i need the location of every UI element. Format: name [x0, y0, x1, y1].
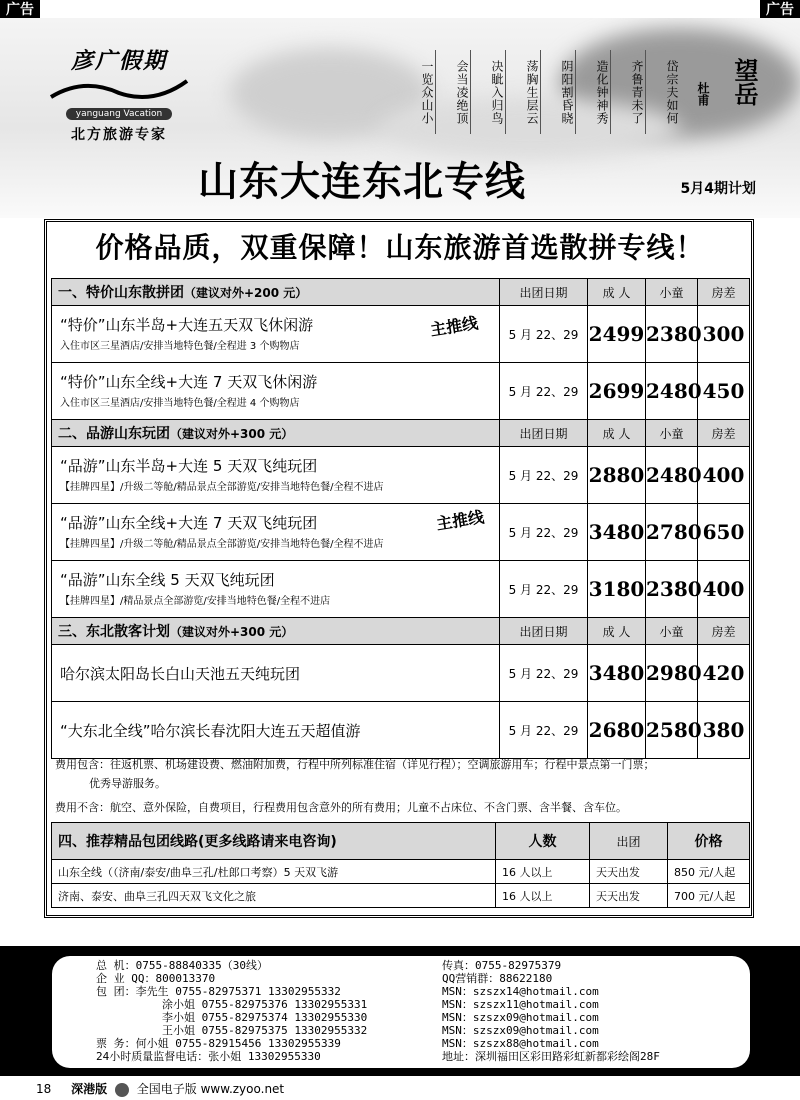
contact-line: MSN：szszx09@hotmail.com — [442, 1011, 599, 1024]
price-single: 400 — [698, 561, 750, 618]
product-title: “品游”山东全线+大连 7 天双飞纯玩团 — [60, 514, 318, 532]
poem-line: 一览众山小 — [420, 59, 434, 125]
product-row — [52, 306, 750, 363]
price-single: 380 — [698, 702, 750, 759]
section-header — [52, 279, 750, 306]
section-title: 一、特价山东散拼团（建议对外+200 元） — [52, 279, 500, 306]
recommend-table — [51, 822, 750, 908]
product-row — [52, 363, 750, 420]
poem-line: 荡胸生层云 — [505, 50, 540, 134]
ad-corner-label-right: 广告 — [760, 0, 800, 20]
logo-brand: 彦广假期 — [70, 48, 167, 74]
recommend-depart: 天天出发 — [590, 860, 668, 884]
price-single: 650 — [698, 504, 750, 561]
price-child: 2580 — [646, 702, 698, 759]
recommend-people: 16 人以上 — [496, 884, 590, 908]
product-note: 【挂牌四星】/升级二等舱/精品景点全部游览/安排当地特色餐/全程不进店 — [60, 539, 384, 550]
product-note: 入住市区三星酒店/安排当地特色餐/全程进 4 个购物店 — [60, 398, 300, 409]
site-label: 全国电子版 www.zyoo.net — [136, 1082, 285, 1096]
recommend-depart: 天天出发 — [590, 884, 668, 908]
product-note: 入住市区三星酒店/安排当地特色餐/全程进 3 个购物店 — [60, 341, 300, 352]
price-child: 2980 — [646, 645, 698, 702]
col-header-adult: 成 人 — [588, 279, 646, 306]
recommend-header — [52, 823, 750, 860]
price-single: 420 — [698, 645, 750, 702]
col-header-date: 出团日期 — [500, 420, 588, 447]
contact-line: 总 机：0755-88840335（30线） — [96, 959, 268, 972]
poem-line: 造化钟神秀 — [575, 50, 610, 134]
col-header-adult: 成 人 — [588, 420, 646, 447]
product-date: 5 月 22、29 — [500, 504, 588, 561]
price-child: 2380 — [646, 306, 698, 363]
page-number: 18 — [36, 1082, 52, 1096]
contact-line: 涂小姐 0755-82975376 13302955331 — [162, 998, 368, 1011]
col-header-date: 出团日期 — [500, 279, 588, 306]
price-adult: 3480 — [588, 645, 646, 702]
recommend-route: 济南、泰安、曲阜三孔四天双飞文化之旅 — [52, 884, 496, 908]
price-child: 2380 — [646, 561, 698, 618]
price-adult: 2699 — [588, 363, 646, 420]
contact-panel — [52, 956, 750, 1068]
logo-slogan: 北方旅游专家 — [71, 127, 167, 143]
featured-stamp: 主推线 — [428, 313, 480, 340]
product-note: 【挂牌四星】/精品景点全部游览/安排当地特色餐/全程不进店 — [60, 596, 331, 607]
price-single: 450 — [698, 363, 750, 420]
contact-line: QQ营销群：88622180 — [442, 972, 553, 985]
poem-author: 杜甫 — [696, 82, 710, 106]
product-date: 5 月 22、29 — [500, 561, 588, 618]
product-date: 5 月 22、29 — [500, 447, 588, 504]
product-title: “大东北全线”哈尔滨长春沈阳大连五天超值游 — [52, 702, 500, 759]
price-adult: 3180 — [588, 561, 646, 618]
price-adult: 3480 — [588, 504, 646, 561]
price-child: 2480 — [646, 447, 698, 504]
page-title: 山东大连东北专线 — [198, 158, 526, 205]
price-single: 400 — [698, 447, 750, 504]
recommend-title: 四、推荐精品包团线路(更多线路请来电咨询) — [52, 823, 496, 860]
product-title: 哈尔滨太阳岛长白山天池五天纯玩团 — [52, 645, 500, 702]
col-header-single: 房差 — [698, 420, 750, 447]
contact-line: 票 务：何小姐 0755-82915456 13302955339 — [96, 1037, 341, 1050]
section-header — [52, 420, 750, 447]
poem-line: 会当凌绝顶 — [435, 50, 470, 134]
price-table — [51, 278, 750, 759]
recommend-header-people: 人数 — [496, 823, 590, 860]
price-adult: 2680 — [588, 702, 646, 759]
poem-line: 岱宗夫如何 — [645, 50, 680, 134]
contact-line: MSN：szszx09@hotmail.com — [442, 1024, 599, 1037]
mountain-wave-icon — [49, 75, 189, 101]
col-header-child: 小童 — [646, 279, 698, 306]
ad-corner-label-left: 广告 — [0, 0, 40, 20]
fee-included-cont: 优秀导游服务。 — [89, 777, 166, 790]
contact-line: 企 业 QQ：800013370 — [96, 972, 216, 985]
product-note: 【挂牌四星】/升级二等舱/精品景点全部游览/安排当地特色餐/全程不进店 — [60, 482, 384, 493]
price-child: 2780 — [646, 504, 698, 561]
col-header-date: 出团日期 — [500, 618, 588, 645]
contact-line: 24小时质量监督电话：张小姐 13302955330 — [96, 1050, 321, 1063]
headline-slogan: 价格品质，双重保障！山东旅游首选散拼专线！ — [95, 231, 705, 264]
col-header-single: 房差 — [698, 618, 750, 645]
fee-excluded: 费用不含：航空、意外保险，自费项目，行程费用包含意外的所有费用；儿童不占床位、不含门票、含半餐、含车位。 — [55, 801, 627, 814]
product-title: “品游”山东全线 5 天双飞纯玩团 — [60, 571, 275, 589]
product-date: 5 月 22、29 — [500, 306, 588, 363]
recommend-price: 700 元/人起 — [668, 884, 750, 908]
poem-title: 望岳 — [730, 58, 759, 106]
featured-stamp: 主推线 — [434, 507, 486, 534]
section-note: （建议对外+300 元） — [170, 625, 294, 639]
product-title: “特价”山东全线+大连 7 天双飞休闲游 — [60, 373, 318, 391]
contact-line: MSN：szszx88@hotmail.com — [442, 1037, 599, 1050]
section-note: （建议对外+300 元） — [170, 427, 294, 441]
product-row — [52, 702, 750, 759]
product-row — [52, 504, 750, 561]
price-adult: 2499 — [588, 306, 646, 363]
section-title: 二、品游山东玩团（建议对外+300 元） — [52, 420, 500, 447]
contact-line: 李小姐 0755-82975374 13302955330 — [162, 1011, 368, 1024]
contact-line: 王小姐 0755-82975375 13302955332 — [162, 1024, 368, 1037]
product-title: “特价”山东半岛+大连五天双飞休闲游 — [60, 316, 314, 334]
recommend-row — [52, 860, 750, 884]
recommend-people: 16 人以上 — [496, 860, 590, 884]
poem-line: 阴阳割昏晓 — [540, 50, 575, 134]
page-footer — [36, 1080, 284, 1097]
product-row — [52, 645, 750, 702]
section-note: （建议对外+200 元） — [184, 286, 308, 300]
product-row — [52, 561, 750, 618]
col-header-child: 小童 — [646, 420, 698, 447]
product-row — [52, 447, 750, 504]
product-title: “品游”山东半岛+大连 5 天双飞纯玩团 — [60, 457, 318, 475]
site-logo-icon — [115, 1083, 129, 1097]
section-header — [52, 618, 750, 645]
section-title: 三、东北散客计划（建议对外+300 元） — [52, 618, 500, 645]
recommend-price: 850 元/人起 — [668, 860, 750, 884]
contact-line: 包 团：李先生 0755-82975371 13302955332 — [96, 985, 341, 998]
recommend-header-price: 价格 — [668, 823, 750, 860]
issue-label: 5月4期计划 — [680, 181, 756, 197]
contact-line: 传真：0755-82975379 — [442, 959, 562, 972]
product-date: 5 月 22、29 — [500, 363, 588, 420]
poem-line: 决眦入归鸟 — [470, 50, 505, 134]
recommend-row — [52, 884, 750, 908]
contact-line: MSN：szszx11@hotmail.com — [442, 998, 599, 1011]
product-date: 5 月 22、29 — [500, 702, 588, 759]
price-single: 300 — [698, 306, 750, 363]
price-adult: 2880 — [588, 447, 646, 504]
recommend-route: 山东全线（（济南/泰安/曲阜三孔/杜郎口考察）5 天双飞游 — [52, 860, 496, 884]
recommend-header-depart: 出团 — [590, 823, 668, 860]
price-child: 2480 — [646, 363, 698, 420]
edition-label: 深港版 — [71, 1082, 108, 1096]
fee-included: 费用包含：往返机票、机场建设费、燃油附加费，行程中所列标准住宿（详见行程）；空调旅游用车；行程中景点第一门票； — [55, 758, 655, 771]
company-logo — [44, 44, 194, 144]
col-header-child: 小童 — [646, 618, 698, 645]
col-header-adult: 成 人 — [588, 618, 646, 645]
logo-ribbon: yanguang Vacation — [66, 108, 172, 120]
fee-notes — [55, 755, 745, 817]
contact-line: 地址：深圳福田区彩田路彩虹新都彩绘阁28F — [442, 1050, 660, 1063]
col-header-single: 房差 — [698, 279, 750, 306]
poem — [401, 50, 680, 134]
poem-line: 齐鲁青未了 — [610, 50, 645, 134]
product-date: 5 月 22、29 — [500, 645, 588, 702]
contact-line: MSN：szszx14@hotmail.com — [442, 985, 599, 998]
